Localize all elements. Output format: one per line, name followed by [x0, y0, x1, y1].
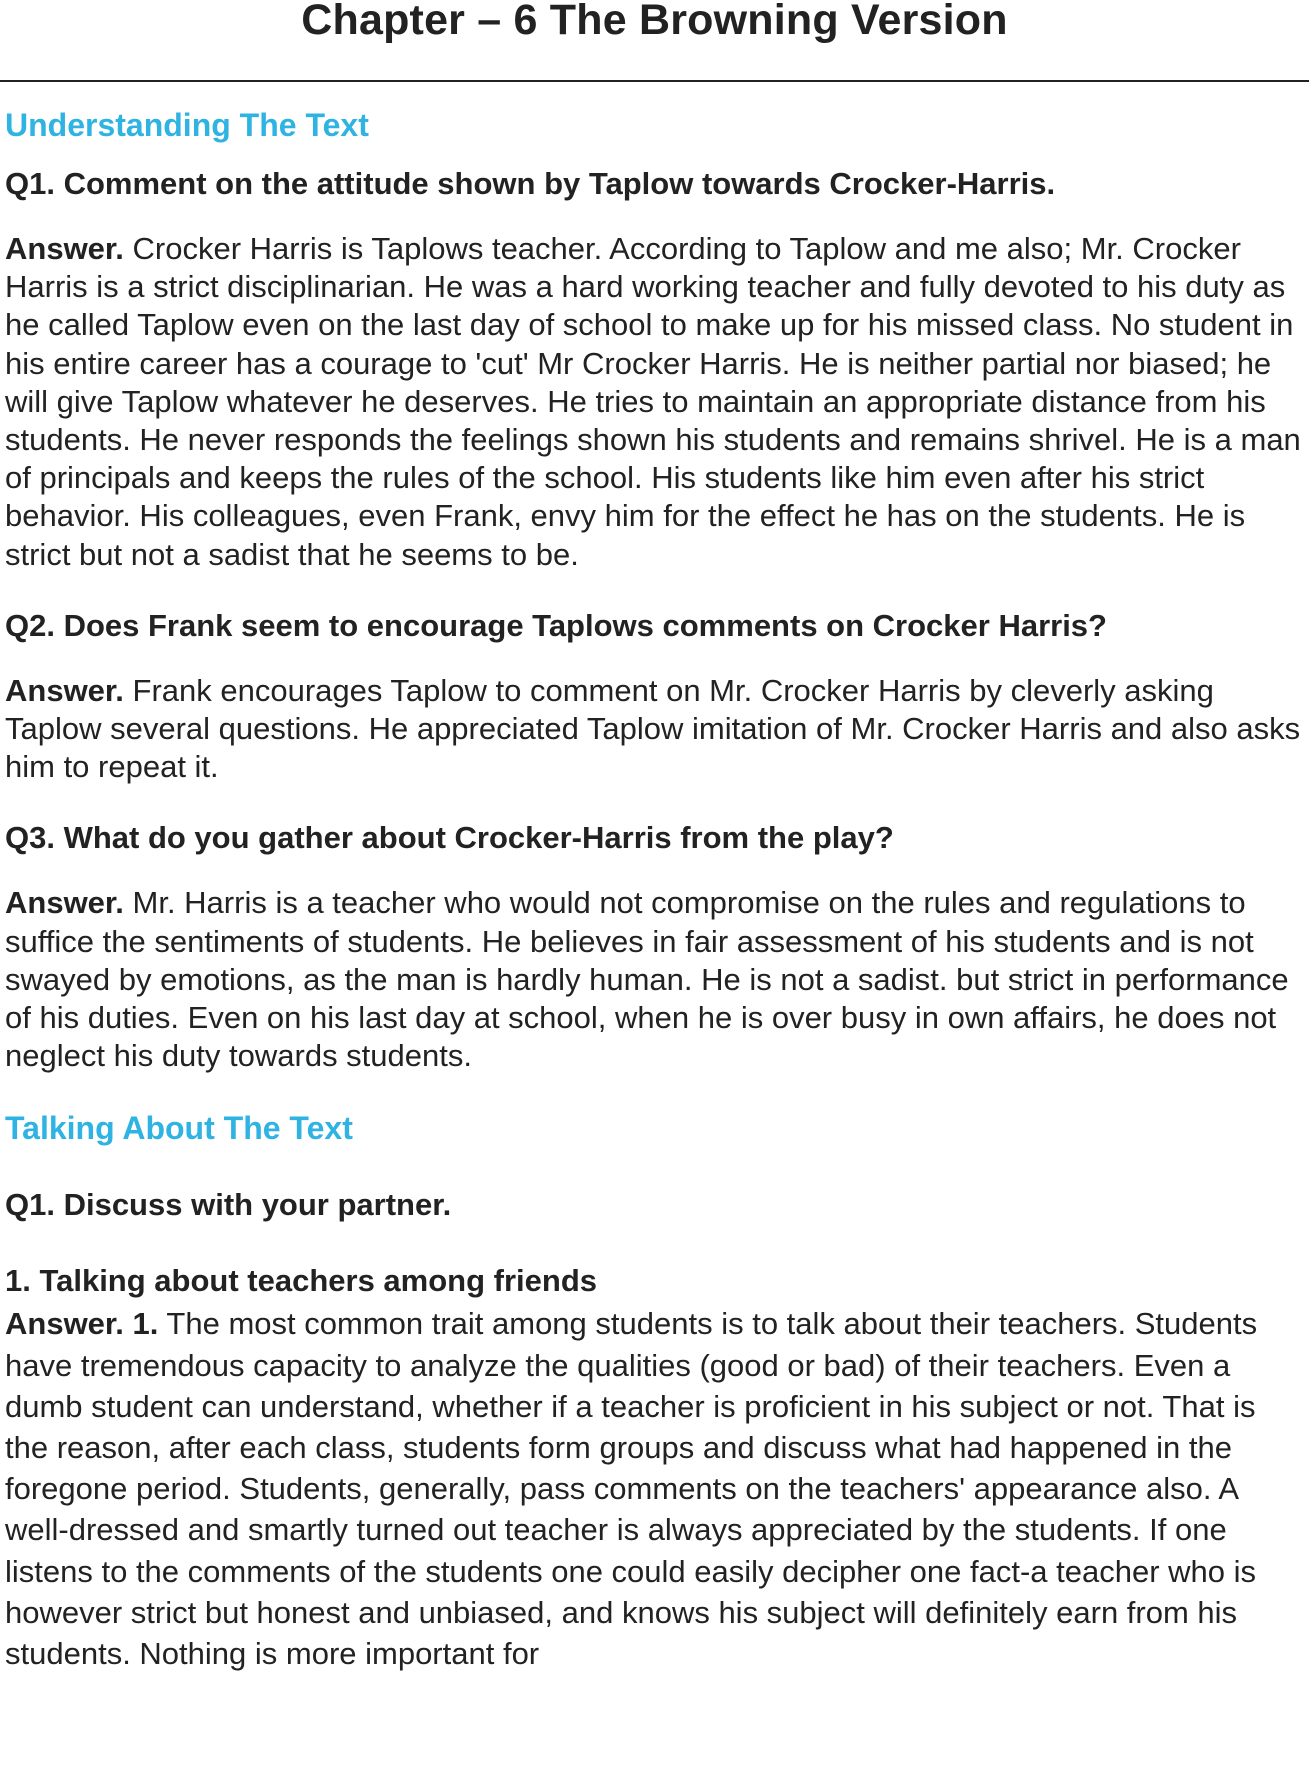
- discussion-answer: [5, 1303, 1305, 1674]
- question-discuss: Q1. Discuss with your partner.: [5, 1187, 452, 1223]
- answer-2: [5, 672, 1305, 787]
- answer-text: Crocker Harris is Taplows teacher. According to Taplow and me also; Mr. Crocker Harris is a strict disciplinarian. He was a hard working teacher and fully devoted to his duty as he called Taplow even on the last day of school to make up for his missed class. No student in his entire career has a courage to 'cut' Mr Crocker Harris. He is neither partial nor biased; he will give Taplow whatever he deserves. He tries to maintain an appropriate distance from his students. He never responds the feelings shown his students and remains shrivel. He is a man of principals and keeps the rules of the school. His students like him even after his strict behavior. His colleagues, even Frank, envy him for the effect he has on the students. He is strict but not a sadist that he seems to be.: [5, 231, 1301, 572]
- answer-text: Mr. Harris is a teacher who would not compromise on the rules and regulations to suffice the sentiments of students. He believes in fair assessment of his students and is not swayed by emotions, as the man is hardly human. He is not a sadist. but strict in performance of his duties. Even on his last day at school, when he is over busy in own affairs, he does not neglect his duty towards students.: [5, 885, 1289, 1074]
- title-divider: [0, 80, 1309, 82]
- page-title: Chapter – 6 The Browning Version: [301, 0, 1008, 44]
- question-1: Q1. Comment on the attitude shown by Taplow towards Crocker-Harris.: [5, 166, 1056, 201]
- section-heading-talking: Talking About The Text: [5, 1110, 353, 1147]
- answer-text: The most common trait among students is to talk about their teachers. Students have tremendous capacity to analyze the qualities (good or bad) of their teachers. Even a dumb student can understand, whether if a teacher is proficient in his subject or not. That is the reason, after each class, students form groups and discuss what had happened in the foregone period. Students, generally, pass comments on the teachers' appearance also. A well-dressed and smartly turned out teacher is always appreciated by the students. If one listens to the comments of the students one could easily decipher one fact-a teacher who is however strict but honest and unbiased, and knows his subject will definitely earn from his students. Nothing is more important for: [5, 1306, 1258, 1672]
- answer-label: Answer.: [5, 672, 124, 708]
- question-2: Q2. Does Frank seem to encourage Taplows comments on Crocker Harris?: [5, 607, 1107, 643]
- answer-3: [5, 884, 1305, 1075]
- answer-label: Answer. 1.: [5, 1306, 159, 1342]
- answer-1: [5, 230, 1305, 574]
- document-body: [5, 102, 1305, 1674]
- answer-label: Answer.: [5, 231, 124, 266]
- question-3: Q3. What do you gather about Crocker-Harris from the play?: [5, 820, 894, 856]
- answer-text: Frank encourages Taplow to comment on Mr. Crocker Harris by cleverly asking Taplow several questions. He appreciated Taplow imitation of Mr. Crocker Harris and also asks him to repeat it.: [5, 672, 1301, 785]
- section-heading-understanding: Understanding The Text: [5, 107, 369, 143]
- answer-label: Answer.: [5, 885, 124, 921]
- discussion-item-heading: 1. Talking about teachers among friends: [5, 1263, 597, 1299]
